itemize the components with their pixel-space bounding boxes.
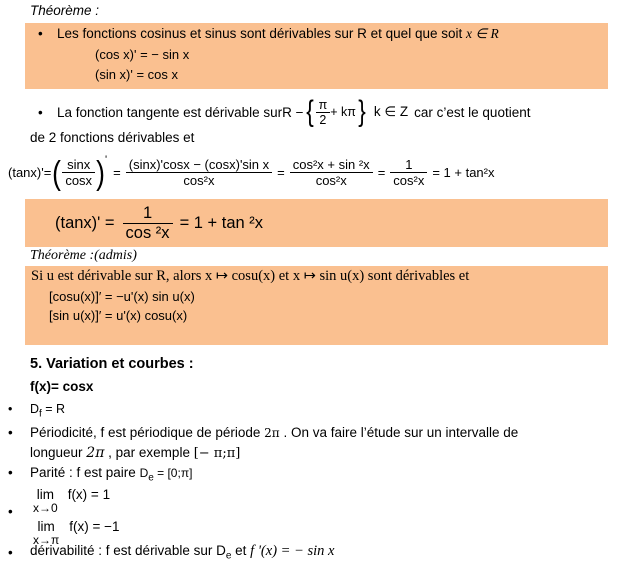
bullet-icon: • [38, 104, 43, 120]
theorem1-bullet-line [25, 26, 608, 42]
domain-statement [30, 402, 65, 420]
periodicity-text-4: , par exemple [104, 445, 194, 460]
theorem2-highlight-block [25, 266, 608, 345]
fraction-denominator: cosx [65, 173, 93, 188]
close-brace: } [358, 95, 366, 128]
domain-subscript: e [148, 472, 154, 484]
equals-sign: = [377, 165, 386, 180]
quotient-rule-fraction [126, 157, 272, 188]
prime-mark: ' [105, 153, 108, 166]
fraction-denominator: cos²x [183, 173, 215, 188]
tangent-set-r: R − [282, 104, 304, 120]
derivative-formula: f '(x) = − sin x [250, 543, 335, 559]
theorem2-heading: Théorème :(admis) [30, 248, 137, 263]
limit-at-zero [33, 487, 110, 515]
tangent-result-highlight-block [25, 199, 608, 247]
domain-bullet-line [8, 402, 608, 420]
periodicity-statement [30, 423, 518, 464]
lim-subscript: x→0 [33, 501, 58, 515]
fraction-numerator: 1 [123, 204, 173, 224]
cos2-plus-sin2-fraction [290, 157, 373, 188]
function-definition: f(x)= cosx [30, 379, 94, 394]
periodicity-bullet-line [8, 423, 608, 464]
interval-notation: [− π;π] [193, 446, 241, 461]
theorem1-statement-math: x ∈ R [465, 26, 499, 41]
tangent-derivation-formula [8, 149, 613, 196]
bullet-icon: • [8, 402, 13, 416]
bullet-icon: • [8, 504, 13, 519]
periodicity-text-3: longueur [30, 445, 87, 460]
fraction-denominator: cos²x [393, 173, 425, 188]
bullet-icon: • [8, 425, 13, 440]
fraction-denominator: 2 [319, 112, 327, 127]
tangent-bullet-line [30, 91, 615, 133]
periodicity-text-2: . On va faire l’étude sur un intervalle de [279, 425, 519, 440]
lim-subscript: x→π [33, 533, 60, 547]
section-heading: 5. Variation et courbes : [30, 356, 194, 372]
differentiability-statement [30, 543, 334, 562]
fraction-numerator: π [316, 98, 331, 113]
fraction-numerator: (sinx)'cosx − (cosx)'sin x [126, 157, 272, 173]
parity-bullet-line [8, 465, 608, 484]
limit-value: f(x) = −1 [69, 519, 120, 534]
domain-symbol: D [30, 402, 40, 416]
formula-sinu-derivative: [sin u(x)]′ = u'(x) cosu(x) [49, 308, 188, 323]
differentiability-text-2: et [231, 543, 251, 558]
limit-operator [33, 487, 58, 515]
formula-cos-derivative: (cos x)' = − sin x [95, 47, 190, 62]
tangent-statement-pre: La fonction tangente est dérivable sur [57, 104, 283, 120]
open-brace: { [305, 95, 314, 128]
limit-value: f(x) = 1 [67, 487, 111, 502]
two-pi-italic: 2π [86, 445, 105, 461]
tangent-statement-post: car c’est le quotient [414, 104, 531, 120]
domain-value: = R [41, 402, 66, 416]
theorem1-statement-text: Les fonctions cosinus et sinus sont dérivables sur R et quel que soit [57, 26, 466, 41]
tangent-frac-tail: + kπ [330, 105, 356, 119]
formula-cosu-derivative: [cosu(x)]′ = −u'(x) sin u(x) [49, 289, 195, 304]
one-over-cos2-fraction [390, 157, 427, 188]
fraction-denominator: cos²x [315, 173, 347, 188]
equals-sign: = [113, 165, 121, 180]
domain-subscript: f [39, 408, 42, 420]
theorem2-intro: Si u est dérivable sur R, alors x ↦ cosu(x) et x ↦ sin u(x) sont dérivables et [31, 268, 470, 284]
bullet-icon: • [38, 26, 43, 41]
formula-sin-derivative: (sin x)' = cos x [95, 67, 179, 82]
fraction-numerator: 1 [390, 157, 427, 173]
result-tail: = 1 + tan ²x [179, 213, 264, 232]
differentiability-text: dérivabilité : f est dérivable sur D [30, 543, 226, 558]
equals-sign: = [277, 165, 285, 180]
theorem1-highlight-block [25, 23, 608, 89]
derivation-tail: = 1 + tan²x [432, 165, 495, 180]
lim-label: lim [37, 519, 55, 534]
derivation-lhs: (tanx)'= [8, 165, 52, 180]
sinx-over-cosx-fraction [62, 157, 95, 188]
open-paren: ( [52, 153, 62, 191]
bullet-icon: • [8, 465, 13, 480]
parity-statement [30, 465, 192, 484]
close-paren: ) [96, 153, 105, 191]
periodicity-text-1: Périodicité, f est périodique de période [30, 425, 265, 440]
fraction-numerator: sinx [62, 157, 95, 173]
tangent-line2: de 2 fonctions dérivables et [30, 130, 195, 145]
theorem1-statement [57, 26, 499, 42]
result-lhs: (tanx)' = [55, 213, 115, 232]
lim-label: lim [36, 487, 54, 502]
fraction-denominator: cos ²x [125, 223, 170, 242]
domain-subscript: e [225, 550, 232, 562]
two-pi-small: 2π [264, 426, 280, 440]
differentiability-bullet-line [8, 543, 608, 562]
theorem1-heading: Théorème : [30, 3, 100, 18]
pi-over-2-fraction [316, 98, 331, 127]
fraction-numerator: cos²x + sin ²x [290, 157, 373, 173]
parity-interval: = [0;π] [153, 466, 193, 480]
tangent-k-in-z: k ∈ Z [373, 104, 409, 119]
result-fraction [123, 204, 173, 243]
domain-symbol: D [139, 466, 149, 480]
parity-text: Parité : f est paire [30, 465, 140, 480]
bullet-icon: • [8, 544, 13, 560]
